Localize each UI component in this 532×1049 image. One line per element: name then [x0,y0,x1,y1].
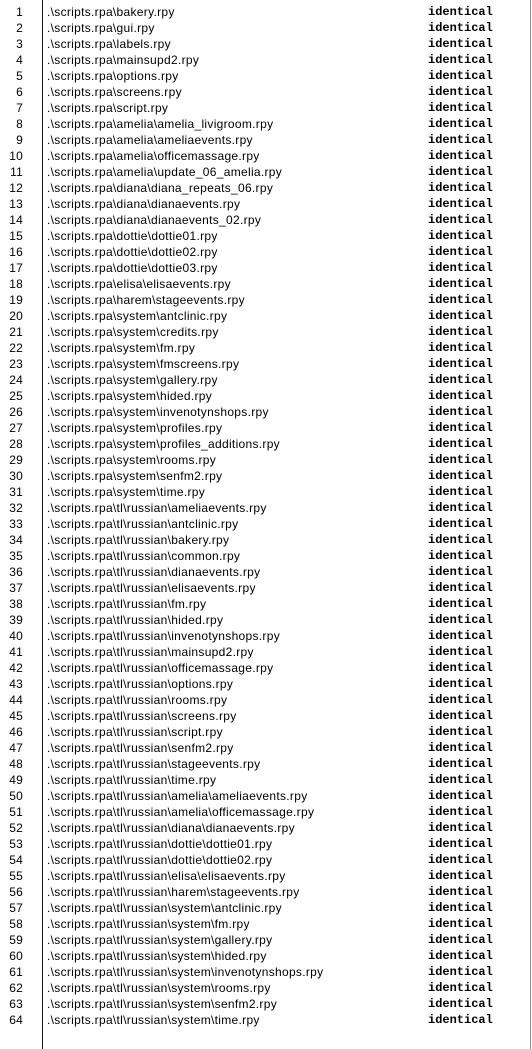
file-path: .\scripts.rpa\tl\russian\script.rpy [47,725,223,739]
table-row[interactable] [0,532,530,548]
table-row[interactable] [0,308,530,324]
file-path: .\scripts.rpa\script.rpy [47,101,169,115]
file-path: .\scripts.rpa\tl\russian\dianaevents.rpy [47,565,261,579]
line-number: 48 [9,757,23,771]
table-row[interactable] [0,100,530,116]
table-row[interactable] [0,900,530,916]
table-row[interactable] [0,804,530,820]
comparison-status: identical [428,677,493,691]
comparison-status: identical [428,837,493,851]
line-number: 22 [9,341,23,355]
table-row[interactable] [0,884,530,900]
comparison-status: identical [428,37,493,51]
comparison-status: identical [428,917,493,931]
table-row[interactable] [0,948,530,964]
line-number: 1 [16,5,23,19]
file-path: .\scripts.rpa\tl\russian\senfm2.rpy [47,741,234,755]
comparison-status: identical [428,53,493,67]
table-row[interactable] [0,1012,530,1028]
comparison-status: identical [428,181,493,195]
comparison-status: identical [428,421,493,435]
file-path: .\scripts.rpa\options.rpy [47,69,179,83]
file-path: .\scripts.rpa\system\senfm2.rpy [47,469,223,483]
file-path: .\scripts.rpa\screens.rpy [47,85,182,99]
file-path: .\scripts.rpa\system\time.rpy [47,485,206,499]
comparison-status: identical [428,997,493,1011]
line-number: 24 [9,373,23,387]
line-number: 12 [9,181,23,195]
comparison-status: identical [428,357,493,371]
file-path: .\scripts.rpa\harem\stageevents.rpy [47,293,245,307]
table-row[interactable] [0,756,530,772]
line-number: 45 [9,709,23,723]
line-number: 49 [9,773,23,787]
table-row[interactable] [0,372,530,388]
comparison-status: identical [428,133,493,147]
table-row[interactable] [0,788,530,804]
table-row[interactable] [0,596,530,612]
line-number: 41 [9,645,23,659]
table-row[interactable] [0,468,530,484]
line-number: 53 [9,837,23,851]
file-path: .\scripts.rpa\labels.rpy [47,37,171,51]
line-number: 34 [9,533,23,547]
file-path: .\scripts.rpa\system\invenotynshops.rpy [47,405,269,419]
line-number: 29 [9,453,23,467]
file-path: .\scripts.rpa\tl\russian\system\invenotynshops.rpy [47,965,324,979]
file-path: .\scripts.rpa\tl\russian\fm.rpy [47,597,207,611]
file-path: .\scripts.rpa\gui.rpy [47,21,155,35]
file-path: .\scripts.rpa\system\fm.rpy [47,341,196,355]
comparison-status: identical [428,373,493,387]
table-row[interactable] [0,388,530,404]
file-path: .\scripts.rpa\tl\russian\amelia\officemassage.rpy [47,805,315,819]
comparison-status: identical [428,629,493,643]
file-path: .\scripts.rpa\tl\russian\common.rpy [47,549,241,563]
comparison-status: identical [428,661,493,675]
file-path: .\scripts.rpa\tl\russian\hided.rpy [47,613,224,627]
comparison-status: identical [428,533,493,547]
comparison-status: identical [428,693,493,707]
line-number: 38 [9,597,23,611]
line-number: 54 [9,853,23,867]
table-row[interactable] [0,36,530,52]
line-number: 13 [9,197,23,211]
line-number: 31 [9,485,23,499]
table-row[interactable] [0,212,530,228]
comparison-status: identical [428,149,493,163]
file-path: .\scripts.rpa\system\profiles.rpy [47,421,223,435]
line-number: 63 [9,997,23,1011]
line-number: 47 [9,741,23,755]
file-path: .\scripts.rpa\tl\russian\system\hided.rpy [47,949,267,963]
comparison-status: identical [428,405,493,419]
table-row[interactable] [0,580,530,596]
line-number: 20 [9,309,23,323]
comparison-rows [0,4,530,1028]
file-path: .\scripts.rpa\tl\russian\system\rooms.rpy [47,981,271,995]
comparison-status: identical [428,869,493,883]
file-path: .\scripts.rpa\tl\russian\bakery.rpy [47,533,230,547]
table-row[interactable] [0,852,530,868]
comparison-status: identical [428,805,493,819]
line-number: 9 [16,133,23,147]
comparison-status: identical [428,245,493,259]
file-path: .\scripts.rpa\tl\russian\officemassage.rpy [47,661,274,675]
line-number: 10 [9,149,23,163]
comparison-status: identical [428,901,493,915]
line-number: 23 [9,357,23,371]
file-path: .\scripts.rpa\tl\russian\rooms.rpy [47,693,228,707]
line-number: 15 [9,229,23,243]
file-path: .\scripts.rpa\tl\russian\antclinic.rpy [47,517,239,531]
comparison-status: identical [428,69,493,83]
table-row[interactable] [0,772,530,788]
table-row[interactable] [0,916,530,932]
file-path: .\scripts.rpa\system\antclinic.rpy [47,309,228,323]
file-path: .\scripts.rpa\dottie\dottie03.rpy [47,261,218,275]
comparison-status: identical [428,309,493,323]
comparison-status: identical [428,229,493,243]
file-path: .\scripts.rpa\dottie\dottie02.rpy [47,245,218,259]
table-row[interactable] [0,148,530,164]
table-row[interactable] [0,980,530,996]
line-number: 40 [9,629,23,643]
file-path: .\scripts.rpa\amelia\update_06_amelia.rpy [47,165,283,179]
line-number: 56 [9,885,23,899]
file-path: .\scripts.rpa\tl\russian\dottie\dottie02.rpy [47,853,273,867]
line-number: 5 [16,69,23,83]
file-path: .\scripts.rpa\amelia\ameliaevents.rpy [47,133,253,147]
file-path: .\scripts.rpa\mainsupd2.rpy [47,53,200,67]
file-path: .\scripts.rpa\system\credits.rpy [47,325,219,339]
file-path: .\scripts.rpa\diana\dianaevents.rpy [47,197,241,211]
file-path: .\scripts.rpa\system\fmscreens.rpy [47,357,240,371]
comparison-status: identical [428,821,493,835]
line-number: 14 [9,213,23,227]
table-row[interactable] [0,20,530,36]
table-row[interactable] [0,164,530,180]
file-path: .\scripts.rpa\system\profiles_additions.rpy [47,437,280,451]
comparison-status: identical [428,341,493,355]
table-row[interactable] [0,500,530,516]
file-path: .\scripts.rpa\tl\russian\mainsupd2.rpy [47,645,254,659]
comparison-status: identical [428,213,493,227]
file-path: .\scripts.rpa\elisa\elisaevents.rpy [47,277,231,291]
file-path: .\scripts.rpa\tl\russian\diana\dianaevents.rpy [47,821,295,835]
line-number: 39 [9,613,23,627]
table-row[interactable] [0,996,530,1012]
comparison-status: identical [428,85,493,99]
comparison-status: identical [428,453,493,467]
table-row[interactable] [0,340,530,356]
comparison-status: identical [428,789,493,803]
table-row[interactable] [0,404,530,420]
table-row[interactable] [0,484,530,500]
line-number: 55 [9,869,23,883]
comparison-status: identical [428,645,493,659]
table-row[interactable] [0,132,530,148]
comparison-status: identical [428,965,493,979]
file-path: .\scripts.rpa\dottie\dottie01.rpy [47,229,218,243]
comparison-status: identical [428,325,493,339]
table-row[interactable] [0,68,530,84]
table-row[interactable] [0,52,530,68]
line-number: 3 [16,37,23,51]
line-number: 43 [9,677,23,691]
table-row[interactable] [0,740,530,756]
comparison-status: identical [428,277,493,291]
line-number: 26 [9,405,23,419]
table-row[interactable] [0,836,530,852]
comparison-status: identical [428,725,493,739]
comparison-status: identical [428,597,493,611]
table-row[interactable] [0,964,530,980]
table-row[interactable] [0,292,530,308]
line-number: 17 [9,261,23,275]
file-path: .\scripts.rpa\bakery.rpy [47,5,175,19]
line-number: 60 [9,949,23,963]
line-number: 19 [9,293,23,307]
right-edge-divider [530,0,531,1049]
table-row[interactable] [0,708,530,724]
comparison-status: identical [428,709,493,723]
comparison-status: identical [428,757,493,771]
file-path: .\scripts.rpa\tl\russian\system\time.rpy [47,1013,260,1027]
line-number: 36 [9,565,23,579]
table-row[interactable] [0,228,530,244]
table-row[interactable] [0,260,530,276]
table-row[interactable] [0,932,530,948]
comparison-status: identical [428,741,493,755]
table-row[interactable] [0,692,530,708]
table-row[interactable] [0,196,530,212]
comparison-status: identical [428,197,493,211]
comparison-status: identical [428,389,493,403]
line-number: 59 [9,933,23,947]
line-number: 16 [9,245,23,259]
line-number: 33 [9,517,23,531]
line-number: 57 [9,901,23,915]
comparison-status: identical [428,21,493,35]
line-number: 8 [16,117,23,131]
table-row[interactable] [0,676,530,692]
table-row[interactable] [0,612,530,628]
file-path: .\scripts.rpa\tl\russian\screens.rpy [47,709,237,723]
file-path: .\scripts.rpa\system\rooms.rpy [47,453,217,467]
comparison-status: identical [428,293,493,307]
table-row[interactable] [0,4,530,20]
table-row[interactable] [0,868,530,884]
comparison-status: identical [428,949,493,963]
line-number: 21 [9,325,23,339]
file-path: .\scripts.rpa\tl\russian\system\fm.rpy [47,917,250,931]
table-row[interactable] [0,660,530,676]
line-number: 37 [9,581,23,595]
table-row[interactable] [0,356,530,372]
line-number: 4 [16,53,23,67]
file-path: .\scripts.rpa\diana\dianaevents_02.rpy [47,213,262,227]
file-path: .\scripts.rpa\tl\russian\dottie\dottie01.rpy [47,837,273,851]
file-path: .\scripts.rpa\tl\russian\system\gallery.rpy [47,933,273,947]
line-number: 25 [9,389,23,403]
table-row[interactable] [0,244,530,260]
comparison-status: identical [428,501,493,515]
file-path: .\scripts.rpa\tl\russian\ameliaevents.rpy [47,501,267,515]
comparison-status: identical [428,549,493,563]
file-path: .\scripts.rpa\tl\russian\system\antclinic.rpy [47,901,282,915]
table-row[interactable] [0,324,530,340]
file-path: .\scripts.rpa\amelia\amelia_livigroom.rpy [47,117,274,131]
table-row[interactable] [0,420,530,436]
line-number: 64 [9,1013,23,1027]
file-path: .\scripts.rpa\tl\russian\amelia\ameliaevents.rpy [47,789,308,803]
table-row[interactable] [0,628,530,644]
comparison-status: identical [428,5,493,19]
comparison-status: identical [428,581,493,595]
comparison-status: identical [428,469,493,483]
line-number: 18 [9,277,23,291]
line-number: 32 [9,501,23,515]
file-path: .\scripts.rpa\tl\russian\elisa\elisaevents.rpy [47,869,286,883]
comparison-status: identical [428,117,493,131]
comparison-status: identical [428,565,493,579]
line-number: 62 [9,981,23,995]
comparison-status: identical [428,933,493,947]
line-number: 44 [9,693,23,707]
table-row[interactable] [0,820,530,836]
line-number: 28 [9,437,23,451]
comparison-status: identical [428,101,493,115]
file-path: .\scripts.rpa\tl\russian\invenotynshops.rpy [47,629,280,643]
line-number: 30 [9,469,23,483]
line-number: 51 [9,805,23,819]
table-row[interactable] [0,276,530,292]
file-path: .\scripts.rpa\tl\russian\system\senfm2.rpy [47,997,277,1011]
line-number: 6 [16,85,23,99]
file-path: .\scripts.rpa\system\gallery.rpy [47,373,218,387]
comparison-status: identical [428,165,493,179]
comparison-status: identical [428,485,493,499]
table-row[interactable] [0,84,530,100]
line-number: 52 [9,821,23,835]
line-number: 2 [16,21,23,35]
line-number: 35 [9,549,23,563]
comparison-status: identical [428,437,493,451]
comparison-status: identical [428,773,493,787]
table-row[interactable] [0,452,530,468]
comparison-status: identical [428,981,493,995]
line-number: 46 [9,725,23,739]
table-row[interactable] [0,116,530,132]
line-number: 11 [10,165,23,179]
file-path: .\scripts.rpa\tl\russian\time.rpy [47,773,217,787]
table-row[interactable] [0,564,530,580]
file-path: .\scripts.rpa\tl\russian\stageevents.rpy [47,757,261,771]
comparison-status: identical [428,853,493,867]
table-row[interactable] [0,436,530,452]
line-number: 61 [9,965,23,979]
line-number: 42 [9,661,23,675]
comparison-status: identical [428,261,493,275]
file-path: .\scripts.rpa\diana\diana_repeats_06.rpy [47,181,274,195]
line-number: 50 [9,789,23,803]
line-number: 7 [16,101,23,115]
file-path: .\scripts.rpa\tl\russian\elisaevents.rpy [47,581,256,595]
line-number: 27 [9,421,23,435]
comparison-status: identical [428,885,493,899]
line-number: 58 [9,917,23,931]
file-path: .\scripts.rpa\system\hided.rpy [47,389,213,403]
comparison-status: identical [428,517,493,531]
table-row[interactable] [0,644,530,660]
table-row[interactable] [0,548,530,564]
file-path: .\scripts.rpa\tl\russian\options.rpy [47,677,234,691]
table-row[interactable] [0,180,530,196]
file-path: .\scripts.rpa\tl\russian\harem\stageevents.rpy [47,885,300,899]
table-row[interactable] [0,516,530,532]
comparison-status: identical [428,1013,493,1027]
file-path: .\scripts.rpa\amelia\officemassage.rpy [47,149,260,163]
table-row[interactable] [0,724,530,740]
comparison-status: identical [428,613,493,627]
